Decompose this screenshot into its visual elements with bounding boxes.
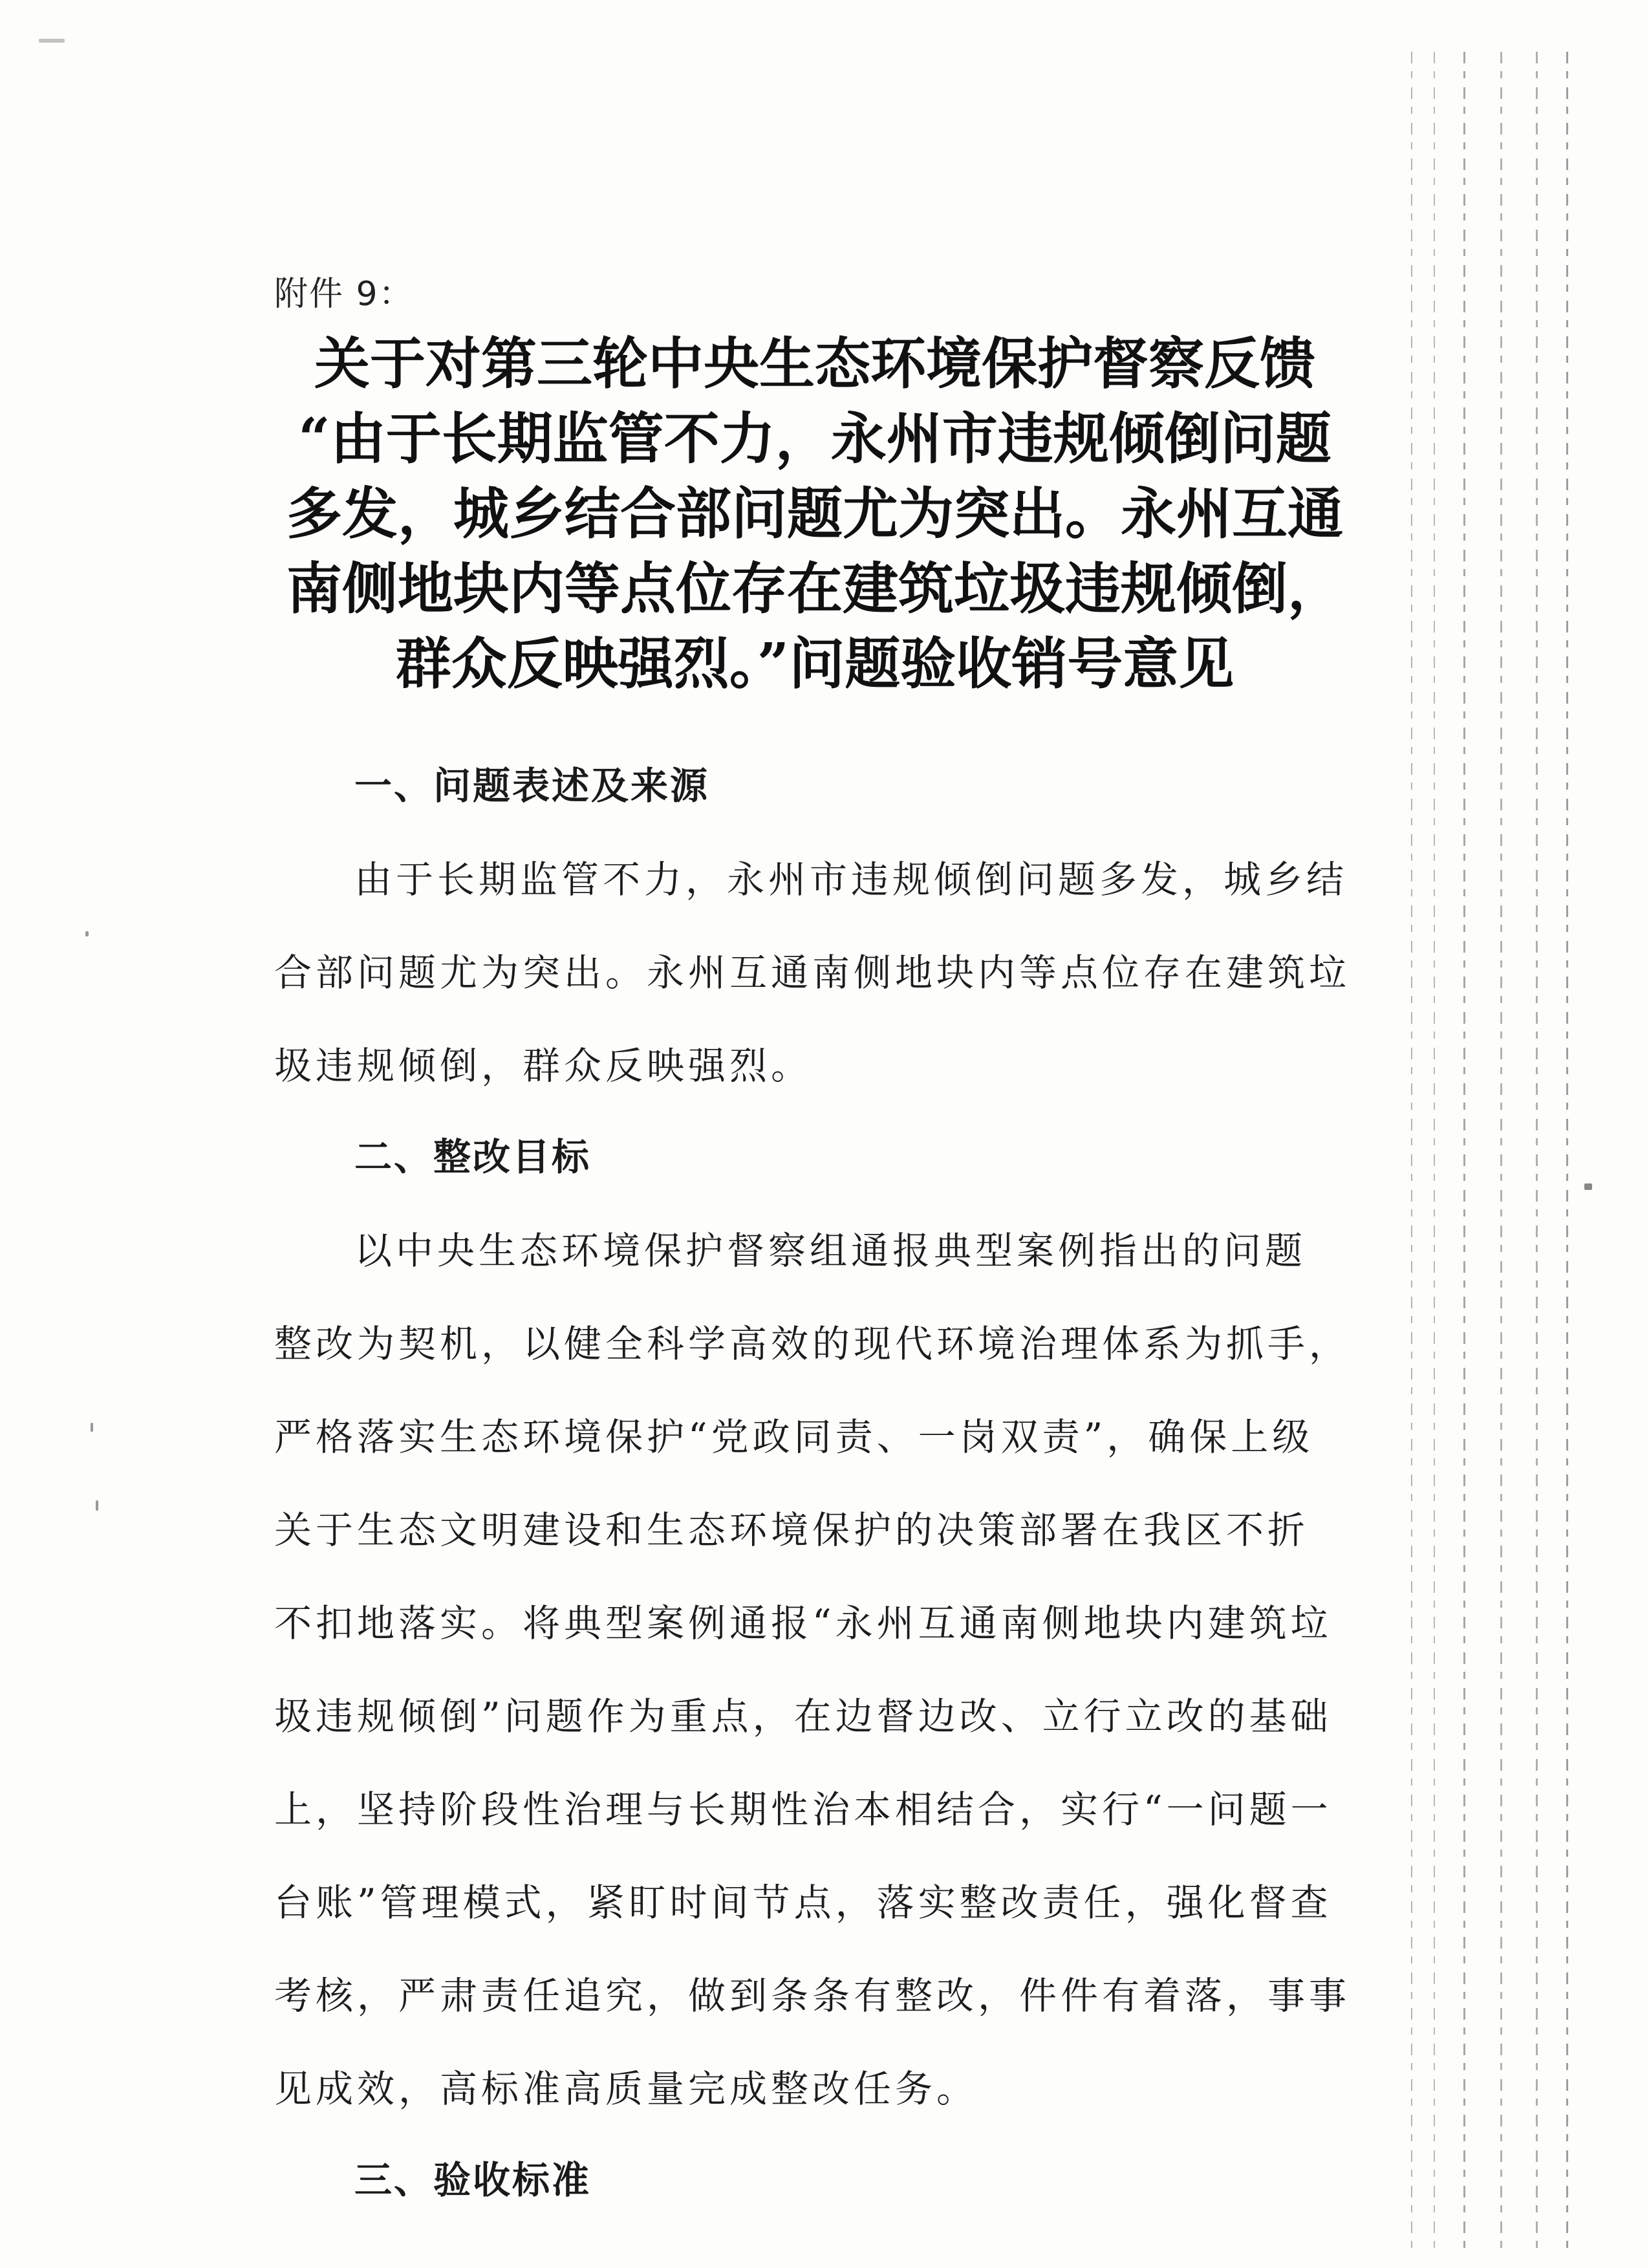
paragraph-line: 整改为契机，以健全科学高效的现代环境治理体系为抓手， xyxy=(274,1322,1351,1366)
document-body xyxy=(274,757,1361,2227)
scan-noise-strip xyxy=(1397,52,1591,2251)
paragraph-line: 关于生态文明建设和生态环境保护的决策部署在我区不折 xyxy=(274,1508,1310,1552)
paragraph-line: 台账”管理模式，紧盯时间节点，落实整改责任，强化督查 xyxy=(274,1881,1332,1925)
scan-speck xyxy=(1584,1183,1592,1190)
paragraph-line: 考核，严肃责任追究，做到条条有整改，件件有着落，事事 xyxy=(274,1974,1351,2018)
document-title xyxy=(259,327,1371,702)
section-heading-acceptance: 三、验收标准 xyxy=(354,2158,592,2202)
title-line: 多发，城乡结合部问题尤为突出。永州互通 xyxy=(286,481,1343,546)
title-line: 南侧地块内等点位存在建筑垃圾违规倾倒， xyxy=(286,556,1343,621)
paragraph-line: 以中央生态环境保护督察组通报典型案例指出的问题 xyxy=(354,1229,1307,1273)
paragraph-line: 上，坚持阶段性治理与长期性治本相结合，实行“一问题一 xyxy=(274,1787,1332,1831)
title-line: “由于长期监管不力，永州市违规倾倒问题 xyxy=(298,406,1331,471)
paragraph-line: 不扣地落实。将典型案例通报“永州互通南侧地块内建筑垃 xyxy=(274,1601,1332,1645)
section-paragraph-goal xyxy=(274,1204,1361,2135)
paragraph-line: 见成效，高标准高质量完成整改任务。 xyxy=(274,2067,978,2111)
section-paragraph-problem xyxy=(274,833,1361,1112)
scan-speck xyxy=(96,1500,98,1511)
paragraph-line: 严格落实生态环境保护“党政同责、一岗双责”，确保上级 xyxy=(274,1415,1314,1459)
paragraph-line: 合部问题尤为突出。永州互通南侧地块内等点位存在建筑垃 xyxy=(274,951,1351,995)
scan-speck xyxy=(39,39,65,43)
paragraph-line: 圾违规倾倒”问题作为重点，在边督边改、立行立改的基础 xyxy=(274,1694,1332,1738)
title-line: 群众反映强烈。”问题验收销号意见 xyxy=(395,631,1234,697)
scan-speck xyxy=(91,1423,93,1432)
scan-speck xyxy=(85,931,89,936)
section-heading-goal: 二、整改目标 xyxy=(354,1135,592,1179)
attachment-label: 附件 9： xyxy=(274,275,414,314)
section-heading-problem: 一、问题表述及来源 xyxy=(354,764,710,808)
paragraph-line: 圾违规倾倒，群众反映强烈。 xyxy=(274,1044,813,1088)
title-line: 关于对第三轮中央生态环境保护督察反馈 xyxy=(314,331,1315,396)
paragraph-line: 由于长期监管不力，永州市违规倾倒问题多发，城乡结 xyxy=(354,858,1348,902)
